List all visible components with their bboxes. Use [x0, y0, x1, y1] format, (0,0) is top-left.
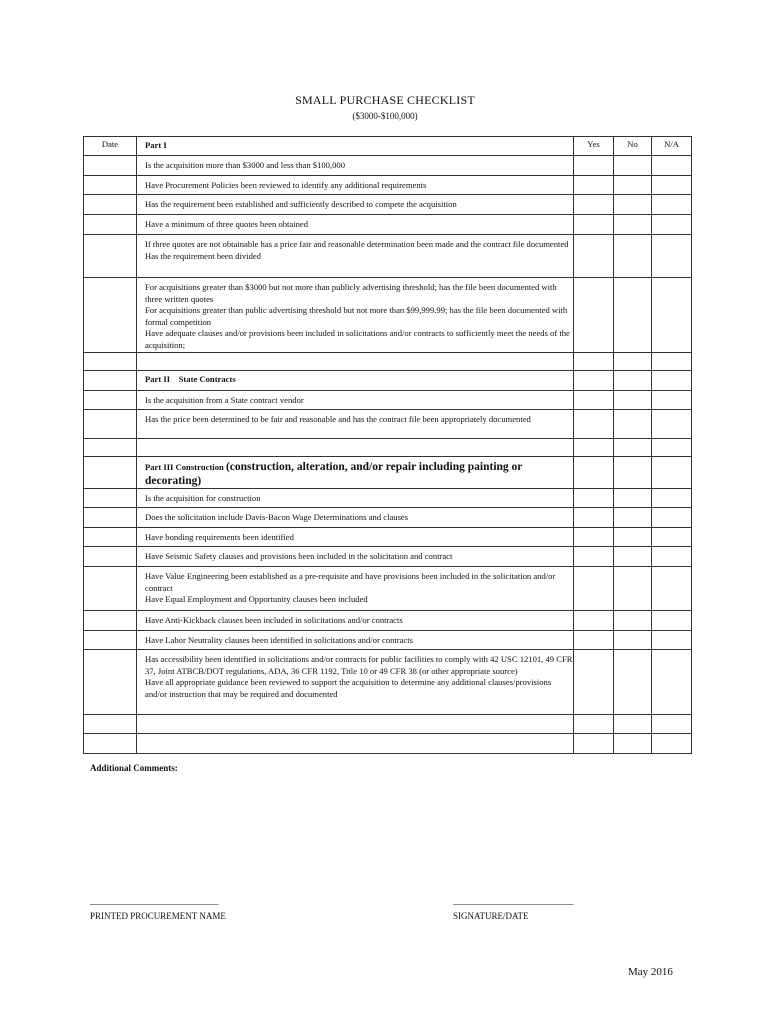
date-cell[interactable] — [84, 715, 137, 734]
table-row — [84, 650, 692, 715]
part3-header-label: Part III Construction — [145, 462, 224, 472]
yes-cell[interactable] — [574, 489, 614, 508]
table-row — [84, 508, 692, 528]
na-cell[interactable] — [652, 734, 692, 754]
no-cell[interactable] — [614, 235, 652, 278]
item-text: Have Labor Neutrality clauses been identified in solicitations and/or contracts — [137, 631, 574, 650]
table-row — [84, 410, 692, 439]
na-cell[interactable] — [652, 195, 692, 215]
yes-cell[interactable] — [574, 176, 614, 195]
item-text: Have Procurement Policies been reviewed to identify any additional requirements — [137, 176, 574, 195]
na-cell[interactable] — [652, 547, 692, 567]
no-cell[interactable] — [614, 195, 652, 215]
yes-cell[interactable] — [574, 371, 614, 391]
na-cell[interactable] — [652, 278, 692, 353]
yes-header: Yes — [574, 137, 614, 156]
item-text: Have Anti-Kickback clauses been included in solicitations and/or contracts — [137, 611, 574, 631]
no-cell[interactable] — [614, 508, 652, 528]
yes-cell[interactable] — [574, 278, 614, 353]
na-cell[interactable] — [652, 457, 692, 489]
na-cell[interactable] — [652, 489, 692, 508]
table-row — [84, 611, 692, 631]
part2-header: Part II State Contracts — [137, 371, 574, 391]
date-cell[interactable] — [84, 235, 137, 278]
part1-header: Part I — [137, 137, 574, 156]
item-text: Does the solicitation include Davis-Bacon Wage Determinations and clauses — [137, 508, 574, 528]
no-cell[interactable] — [614, 391, 652, 410]
document-title: SMALL PURCHASE CHECKLIST — [295, 93, 475, 107]
date-cell[interactable] — [84, 734, 137, 754]
blank-row — [84, 734, 692, 754]
na-cell[interactable] — [652, 156, 692, 176]
yes-cell[interactable] — [574, 195, 614, 215]
blank-cell[interactable] — [137, 715, 574, 734]
date-cell[interactable] — [84, 611, 137, 631]
additional-comments-label: Additional Comments: — [90, 763, 178, 773]
part3-header — [137, 457, 574, 489]
date-cell[interactable] — [84, 547, 137, 567]
blank-row — [84, 715, 692, 734]
printed-name-line[interactable]: ________________________________ — [90, 896, 218, 906]
item-text-group — [137, 278, 574, 353]
item-text: For acquisitions greater than $3000 but not more than publicly advertising threshold; has the file been documented with three written quotes — [145, 282, 557, 304]
item-text: Is the acquisition from a State contract vendor — [137, 391, 574, 410]
date-cell[interactable] — [84, 650, 137, 715]
no-cell[interactable] — [614, 410, 652, 439]
table-header-row — [84, 137, 692, 156]
na-cell[interactable] — [652, 176, 692, 195]
blank-row — [84, 439, 692, 457]
table-row — [84, 528, 692, 547]
item-text: Has the requirement been divided — [145, 250, 261, 261]
no-header: No — [614, 137, 652, 156]
item-text: Has the requirement been established and sufficiently described to compete the acquisition — [137, 195, 574, 215]
date-cell[interactable] — [84, 528, 137, 547]
blank-cell[interactable] — [137, 734, 574, 754]
footer-date: May 2016 — [628, 966, 673, 978]
item-text: Have adequate clauses and/or provisions been included in solicitations and/or contracts to sufficiently meet the needs of the acquisition; — [145, 328, 570, 350]
item-text: Have a minimum of three quotes been obtained — [137, 215, 574, 235]
date-cell[interactable] — [84, 410, 137, 439]
yes-cell[interactable] — [574, 631, 614, 650]
part3-header-description: (construction, alteration, and/or repair including painting or decorating) — [145, 461, 523, 487]
yes-cell[interactable] — [574, 457, 614, 489]
date-cell[interactable] — [84, 391, 137, 410]
blank-cell[interactable] — [137, 439, 574, 457]
item-text: Have Equal Employment and Opportunity clauses been included — [145, 594, 368, 604]
na-header: N/A — [652, 137, 692, 156]
no-cell[interactable] — [614, 439, 652, 457]
no-cell[interactable] — [614, 457, 652, 489]
na-cell[interactable] — [652, 631, 692, 650]
no-cell[interactable] — [614, 489, 652, 508]
item-text: If three quotes are not obtainable has a price fair and reasonable determination been made and the contract file documented — [145, 239, 569, 249]
yes-cell[interactable] — [574, 391, 614, 410]
date-cell[interactable] — [84, 278, 137, 353]
item-text: Has the price been determined to be fair and reasonable and has the contract file been appropriately documented — [137, 410, 574, 439]
printed-name-label: PRINTED PROCUREMENT NAME — [90, 911, 226, 921]
blank-cell[interactable] — [137, 353, 574, 371]
na-cell[interactable] — [652, 235, 692, 278]
item-text: Is the acquisition more than $3000 and less than $100,000 — [137, 156, 574, 176]
yes-cell[interactable] — [574, 567, 614, 611]
na-cell[interactable] — [652, 439, 692, 457]
table-row — [84, 547, 692, 567]
item-text: Have Seismic Safety clauses and provisions been included in the solicitation and contract — [137, 547, 574, 567]
yes-cell[interactable] — [574, 508, 614, 528]
section-header-row — [84, 457, 692, 489]
table-row — [84, 489, 692, 508]
no-cell[interactable] — [614, 176, 652, 195]
no-cell[interactable] — [614, 650, 652, 715]
table-row — [84, 278, 692, 353]
na-cell[interactable] — [652, 410, 692, 439]
table-row — [84, 215, 692, 235]
na-cell[interactable] — [652, 528, 692, 547]
item-text: For acquisitions greater than public advertising threshold but not more than $99,999.99; has the file been documented with formal competition — [145, 305, 568, 327]
yes-cell[interactable] — [574, 734, 614, 754]
table-row — [84, 176, 692, 195]
no-cell[interactable] — [614, 547, 652, 567]
yes-cell[interactable] — [574, 353, 614, 371]
yes-cell[interactable] — [574, 547, 614, 567]
date-cell[interactable] — [84, 156, 137, 176]
no-cell[interactable] — [614, 215, 652, 235]
date-cell[interactable] — [84, 457, 137, 489]
no-cell[interactable] — [614, 734, 652, 754]
section-header-row — [84, 371, 692, 391]
yes-cell[interactable] — [574, 439, 614, 457]
date-cell[interactable] — [84, 215, 137, 235]
na-cell[interactable] — [652, 215, 692, 235]
date-cell[interactable] — [84, 176, 137, 195]
date-cell[interactable] — [84, 567, 137, 611]
date-cell[interactable] — [84, 631, 137, 650]
na-cell[interactable] — [652, 508, 692, 528]
date-cell[interactable] — [84, 195, 137, 215]
yes-cell[interactable] — [574, 528, 614, 547]
na-cell[interactable] — [652, 391, 692, 410]
na-cell[interactable] — [652, 567, 692, 611]
no-cell[interactable] — [614, 371, 652, 391]
table-row — [84, 631, 692, 650]
table-row — [84, 235, 692, 278]
no-cell[interactable] — [614, 528, 652, 547]
no-cell[interactable] — [614, 611, 652, 631]
item-text: Have Value Engineering been established as a pre-requisite and have provisions been included in the solicitation and/or contract — [145, 571, 556, 593]
no-cell[interactable] — [614, 353, 652, 371]
no-cell[interactable] — [614, 715, 652, 734]
na-cell[interactable] — [652, 371, 692, 391]
item-text-group — [137, 235, 574, 278]
yes-cell[interactable] — [574, 650, 614, 715]
item-text: Has accessibility been identified in solicitations and/or contracts for public facilities to comply with 42 USC 12101, 49 CFR 37, Joint ATBCB/DOT regulations, ADA, 36 CFR 1192, Title 10 or 49 CFR 38 (or other appropriate source) — [145, 654, 573, 676]
signature-line[interactable]: ______________________________ — [453, 896, 573, 906]
signature-date-label: SIGNATURE/DATE — [453, 911, 529, 921]
date-header: Date — [84, 137, 137, 156]
na-cell[interactable] — [652, 611, 692, 631]
checklist-table — [83, 136, 692, 754]
date-cell[interactable] — [84, 489, 137, 508]
blank-row — [84, 353, 692, 371]
yes-cell[interactable] — [574, 156, 614, 176]
date-cell[interactable] — [84, 371, 137, 391]
date-cell[interactable] — [84, 353, 137, 371]
na-cell[interactable] — [652, 650, 692, 715]
yes-cell[interactable] — [574, 215, 614, 235]
yes-cell[interactable] — [574, 410, 614, 439]
no-cell[interactable] — [614, 278, 652, 353]
table-row — [84, 567, 692, 611]
table-row — [84, 391, 692, 410]
item-text-group — [137, 567, 574, 611]
date-cell[interactable] — [84, 439, 137, 457]
no-cell[interactable] — [614, 567, 652, 611]
item-text: Have all appropriate guidance been reviewed to support the acquisition to determine any additional clauses/provisions and/or instruction that may be required and documented — [145, 677, 552, 699]
table-row — [84, 156, 692, 176]
item-text: Have bonding requirements been identified — [137, 528, 574, 547]
item-text-group — [137, 650, 574, 715]
na-cell[interactable] — [652, 353, 692, 371]
no-cell[interactable] — [614, 631, 652, 650]
table-row — [84, 195, 692, 215]
yes-cell[interactable] — [574, 611, 614, 631]
item-text: Is the acquisition for construction — [137, 489, 574, 508]
yes-cell[interactable] — [574, 715, 614, 734]
date-cell[interactable] — [84, 508, 137, 528]
document-subtitle: ($3000-$100,000) — [352, 111, 418, 121]
yes-cell[interactable] — [574, 235, 614, 278]
no-cell[interactable] — [614, 156, 652, 176]
na-cell[interactable] — [652, 715, 692, 734]
